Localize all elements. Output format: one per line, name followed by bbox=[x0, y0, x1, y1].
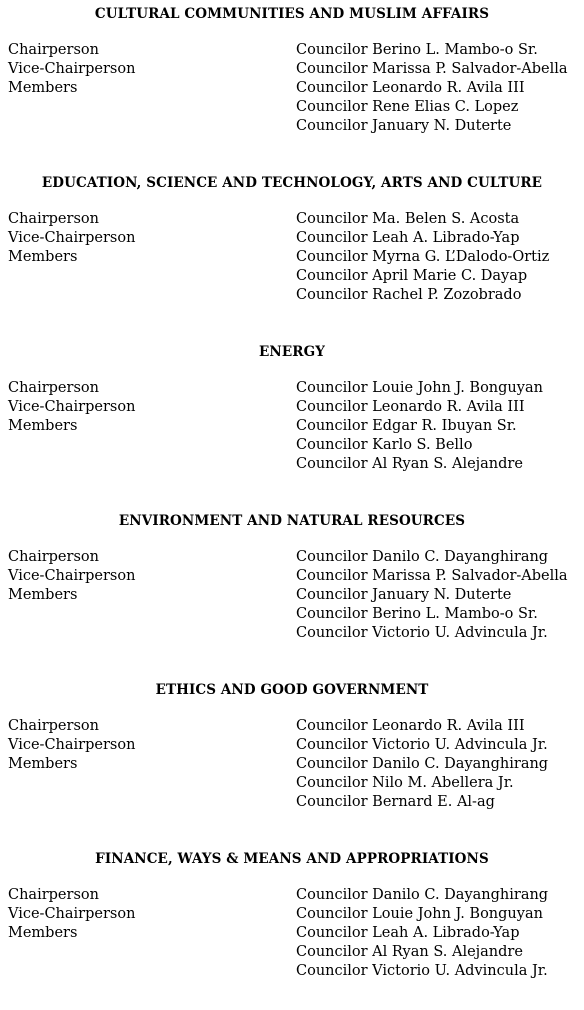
member-name: Councilor April Marie C. Dayap bbox=[296, 268, 528, 284]
role-label-chairperson: Chairperson bbox=[8, 42, 99, 58]
role-label-vice-chairperson: Vice-Chairperson bbox=[8, 906, 136, 922]
committee-energy bbox=[0, 343, 584, 503]
member-name: Councilor Nilo M. Abellera Jr. bbox=[296, 775, 514, 791]
member-name: Councilor Victorio U. Advincula Jr. bbox=[296, 625, 548, 641]
committee-education-science bbox=[0, 174, 584, 334]
role-label-vice-chairperson: Vice-Chairperson bbox=[8, 399, 136, 415]
role-label-vice-chairperson: Vice-Chairperson bbox=[8, 61, 136, 77]
member-name: Councilor Rachel P. Zozobrado bbox=[296, 287, 522, 303]
member-name: Councilor Leah A. Librado-Yap bbox=[296, 925, 520, 941]
chairperson-name: Councilor Louie John J. Bonguyan bbox=[296, 380, 543, 396]
chairperson-name: Councilor Ma. Belen S. Acosta bbox=[296, 211, 520, 227]
vice-chairperson-name: Councilor Marissa P. Salvador-Abella bbox=[296, 568, 568, 584]
vice-chairperson-name: Councilor Leah A. Librado-Yap bbox=[296, 230, 520, 246]
member-name: Councilor Edgar R. Ibuyan Sr. bbox=[296, 418, 517, 434]
member-name: Councilor Victorio U. Advincula Jr. bbox=[296, 963, 548, 979]
member-name: Councilor Karlo S. Bello bbox=[296, 437, 473, 453]
chairperson-name: Councilor Danilo C. Dayanghirang bbox=[296, 549, 549, 565]
role-label-chairperson: Chairperson bbox=[8, 718, 99, 734]
member-name: Councilor Danilo C. Dayanghirang bbox=[296, 756, 549, 772]
role-label-members: Members bbox=[8, 587, 78, 603]
committee-title: ENVIRONMENT AND NATURAL RESOURCES bbox=[118, 513, 466, 529]
role-label-chairperson: Chairperson bbox=[8, 549, 99, 565]
chairperson-name: Councilor Leonardo R. Avila III bbox=[296, 718, 525, 734]
role-label-members: Members bbox=[8, 756, 78, 772]
member-name: Councilor January N. Duterte bbox=[296, 587, 512, 603]
committee-title: EDUCATION, SCIENCE AND TECHNOLOGY, ARTS AND CULTURE bbox=[41, 175, 543, 191]
role-label-vice-chairperson: Vice-Chairperson bbox=[8, 568, 136, 584]
member-name: Councilor Berino L. Mambo-o Sr. bbox=[296, 606, 538, 622]
role-label-chairperson: Chairperson bbox=[8, 211, 99, 227]
vice-chairperson-name: Councilor Victorio U. Advincula Jr. bbox=[296, 737, 548, 753]
role-label-members: Members bbox=[8, 418, 78, 434]
role-label-vice-chairperson: Vice-Chairperson bbox=[8, 230, 136, 246]
vice-chairperson-name: Councilor Marissa P. Salvador-Abella bbox=[296, 61, 568, 77]
role-label-members: Members bbox=[8, 249, 78, 265]
committee-cultural-communities bbox=[0, 5, 584, 165]
member-name: Councilor Leonardo R. Avila III bbox=[296, 80, 525, 96]
role-label-vice-chairperson: Vice-Chairperson bbox=[8, 737, 136, 753]
role-label-chairperson: Chairperson bbox=[8, 380, 99, 396]
committee-finance bbox=[0, 850, 584, 1010]
committee-title: FINANCE, WAYS & MEANS AND APPROPRIATIONS bbox=[95, 851, 489, 867]
member-name: Councilor Al Ryan S. Alejandre bbox=[296, 456, 523, 472]
vice-chairperson-name: Councilor Louie John J. Bonguyan bbox=[296, 906, 543, 922]
committee-title: ENERGY bbox=[259, 344, 325, 360]
role-label-members: Members bbox=[8, 925, 78, 941]
member-name: Councilor Bernard E. Al-ag bbox=[296, 794, 495, 810]
role-label-chairperson: Chairperson bbox=[8, 887, 99, 903]
committee-environment bbox=[0, 512, 584, 672]
chairperson-name: Councilor Danilo C. Dayanghirang bbox=[296, 887, 549, 903]
committee-title: CULTURAL COMMUNITIES AND MUSLIM AFFAIRS bbox=[94, 6, 490, 22]
member-name: Councilor Myrna G. L’Dalodo-Ortiz bbox=[296, 249, 550, 265]
member-name: Councilor Al Ryan S. Alejandre bbox=[296, 944, 523, 960]
vice-chairperson-name: Councilor Leonardo R. Avila III bbox=[296, 399, 525, 415]
chairperson-name: Councilor Berino L. Mambo-o Sr. bbox=[296, 42, 538, 58]
member-name: Councilor January N. Duterte bbox=[296, 118, 512, 134]
role-label-members: Members bbox=[8, 80, 78, 96]
committee-ethics bbox=[0, 681, 584, 841]
member-name: Councilor Rene Elias C. Lopez bbox=[296, 99, 519, 115]
committee-title: ETHICS AND GOOD GOVERNMENT bbox=[155, 682, 429, 698]
